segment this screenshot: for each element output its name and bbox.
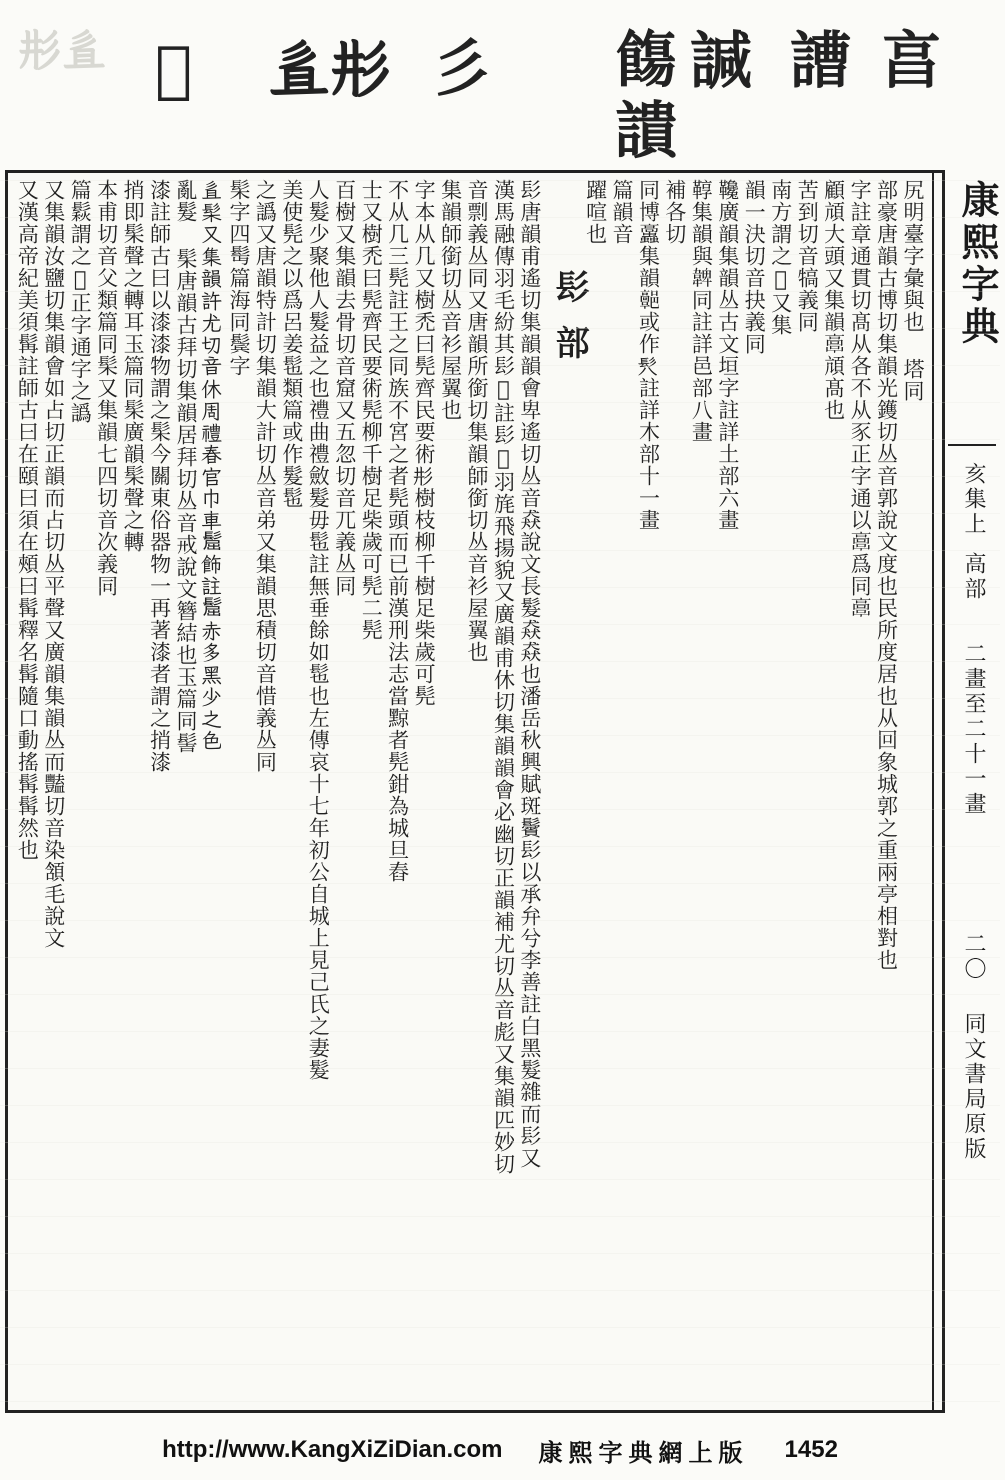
- paper-texture-line: [0, 328, 1000, 329]
- paper-texture-line: [0, 180, 1000, 181]
- dictionary-page-frame: [5, 170, 945, 1413]
- paper-texture-line: [0, 402, 1000, 403]
- text-column: 之譌又唐韻特計切集韻大計切丛音弟又集韻思積切音惜義丛同: [253, 179, 278, 773]
- seal-glyph-4: 彡: [430, 32, 493, 105]
- paper-texture-line: [0, 661, 1000, 662]
- page-side-strip: [946, 172, 998, 1412]
- text-column: 人髮少聚他人髮益之也禮曲禮斂髮毋髢註無垂餘如髢也左傳哀十七年初公自城上見己氏之妻髮: [306, 179, 331, 1081]
- seal-glyph-9: 亯: [880, 24, 943, 97]
- text-column: 漆註師古曰以漆漆物謂之髤今關東俗器物一再著漆者謂之捎漆: [147, 179, 172, 773]
- text-column: 士又樹禿曰髡齊民要術髡柳千樹足柴歲可髡二髡: [359, 179, 384, 641]
- collection-label: 亥集上: [961, 462, 986, 537]
- text-column: 不从几三髡註王之同族不宮之者髡頭而已前漢刑法志當黥者髡鉗為城旦舂: [385, 179, 410, 883]
- paper-texture-line: [0, 809, 1000, 810]
- text-column: 髤字四髩篇海同鬓字: [226, 179, 251, 377]
- seal-glyph-5: 𩞃: [615, 24, 678, 97]
- text-column: 顧頏大頭又集韻𩫖頏髙也: [821, 179, 846, 421]
- text-column: 補各切: [662, 179, 687, 245]
- text-column: 音剽義丛同又唐韻所銜切集韻師銜切丛音衫屋翼也: [465, 179, 490, 663]
- side-rule: [948, 444, 996, 446]
- seal-script-header: [0, 0, 1000, 172]
- faded-ghost-glyphs: 𢒈𢒉: [18, 25, 106, 76]
- text-column: 𢒉髤又集韻許尤切音休周禮春官巾車𩭪飾註𩭪赤多黑少之色: [200, 179, 225, 751]
- text-column: 美使髡之以爲呂姜髢類篇或作髮髢: [279, 179, 304, 509]
- paper-texture-line: [0, 476, 1000, 477]
- paper-texture-line: [0, 587, 1000, 588]
- paper-texture-line: [0, 1216, 1000, 1217]
- text-column: 字本从几又樹禿曰髡齊民要術𢒈樹枝柳千樹足柴歲可髡: [412, 179, 437, 707]
- paper-texture-line: [0, 735, 1000, 736]
- paper-texture-line: [0, 1179, 1000, 1180]
- paper-texture-line: [0, 624, 1000, 625]
- paper-texture-line: [0, 1290, 1000, 1291]
- paper-texture-line: [0, 1142, 1000, 1143]
- paper-texture-line: [0, 291, 1000, 292]
- paper-texture-line: [0, 772, 1000, 773]
- paper-texture-line: [0, 698, 1000, 699]
- text-column: 同博𩫲集韻𩫩或作𩫵註詳木部十一畫: [636, 179, 661, 531]
- paper-texture-line: [0, 550, 1000, 551]
- text-column: 南方謂之𩫘又集: [768, 179, 793, 336]
- page-number-cjk: 二〇: [961, 932, 986, 982]
- footer-label: 康熙字典網上版: [538, 1437, 749, 1467]
- text-column: 部豪唐韻古博切集韻光鑊切丛音郭說文度也民所度居也从回象城郭之重兩亭相對也: [874, 179, 899, 971]
- paper-texture-line: [0, 217, 1000, 218]
- page-number: 1452: [784, 1436, 838, 1463]
- paper-texture-line: [0, 1068, 1000, 1069]
- seal-glyph-2: 𢒉: [268, 32, 331, 105]
- text-column: 又漢高帝紀美須髯註師古曰在頤曰須在頰曰髯釋名髯隨口動搖髯髯然也: [15, 179, 40, 861]
- text-column: 集韻師銜切丛音衫屋翼也: [438, 179, 463, 421]
- page-footer: [0, 1420, 1000, 1480]
- text-column: 本甫切音父類篇同髤又集韻七四切音次義同: [94, 179, 119, 597]
- paper-texture-line: [0, 957, 1000, 958]
- text-column: 篇韻音: [610, 179, 635, 245]
- frame-divider: [932, 173, 934, 1410]
- book-title: 康熙字典: [955, 180, 1000, 348]
- seal-glyph-7: 諴: [690, 24, 753, 97]
- stroke-range-label: 二畫至二十一畫: [961, 642, 986, 817]
- text-column: 又集韻汝鹽切集韻會如占切正韻而占切丛平聲又廣韻集韻丛而豔切音染頷毛說文: [41, 179, 66, 949]
- text-column: 鞟集韻與𩏂同註詳邑部八畫: [689, 179, 714, 443]
- site-url[interactable]: http://www.KangXiZiDian.com: [162, 1436, 503, 1463]
- text-column: 䪌廣韻集韻丛古文垣字註詳土部六畫: [715, 179, 740, 531]
- text-column: 百樹又集韻去骨切音窟又五忽切音兀義丛同: [332, 179, 357, 597]
- seal-glyph-3: 𢒈: [330, 32, 393, 105]
- paper-texture-line: [0, 1401, 1000, 1402]
- radical-label: 高部: [961, 552, 986, 602]
- paper-texture-line: [0, 1327, 1000, 1328]
- paper-texture-line: [0, 1031, 1000, 1032]
- paper-texture-line: [0, 1253, 1000, 1254]
- vertical-text-columns: [14, 179, 926, 1405]
- text-column: 苦到切音犒義同: [795, 179, 820, 333]
- paper-texture-line: [0, 1105, 1000, 1106]
- text-column: 韻一決切音抉義同: [742, 179, 767, 355]
- text-column: 髟唐韻甫遙切集韻韻會卑遙切丛音猋說文長髮猋猋也潘岳秋興賦斑鬢髟以承弁兮李善註白黑髮雜而髟又: [517, 179, 542, 1169]
- paper-texture-line: [0, 883, 1000, 884]
- seal-glyph-6: 䜋: [615, 94, 678, 167]
- text-column: 漢馬融傳羽毛紛其髟𩬈註髟𩬈羽旄飛揚貌又廣韻甫休切集韻韻會必幽切正韻補尤切丛音彪又集韻匹妙切: [491, 179, 516, 1175]
- seal-glyph-1: 𢒊: [155, 32, 193, 105]
- text-column: 尻明臺字彙與也 塔同: [901, 179, 925, 402]
- edition-label: 同文書局原版: [961, 1012, 986, 1162]
- paper-texture-line: [0, 1364, 1000, 1365]
- text-column: 亂髮 髤唐韻古拜切集韻居拜切丛音戒說文簪結也玉篇同髻: [174, 179, 199, 754]
- section-heading: 髟部: [549, 269, 590, 381]
- paper-texture-line: [0, 994, 1000, 995]
- paper-texture-line: [0, 513, 1000, 514]
- paper-texture-line: [0, 920, 1000, 921]
- seal-glyph-8: 䜊: [790, 24, 853, 97]
- paper-texture-line: [0, 254, 1000, 255]
- paper-texture-line: [0, 439, 1000, 440]
- paper-texture-line: [0, 846, 1000, 847]
- paper-texture-line: [0, 365, 1000, 366]
- text-column: 字註章通貫切髙从各不从豕正字通以𩫖爲同𩫖: [848, 179, 873, 619]
- text-column: 篇鬏謂之𩬊正字通字之譌: [68, 179, 93, 424]
- text-column: 躍喧也: [583, 179, 608, 245]
- text-column: 捎即髤聲之轉耳玉篇同髤廣韻髤聲之轉: [121, 179, 146, 553]
